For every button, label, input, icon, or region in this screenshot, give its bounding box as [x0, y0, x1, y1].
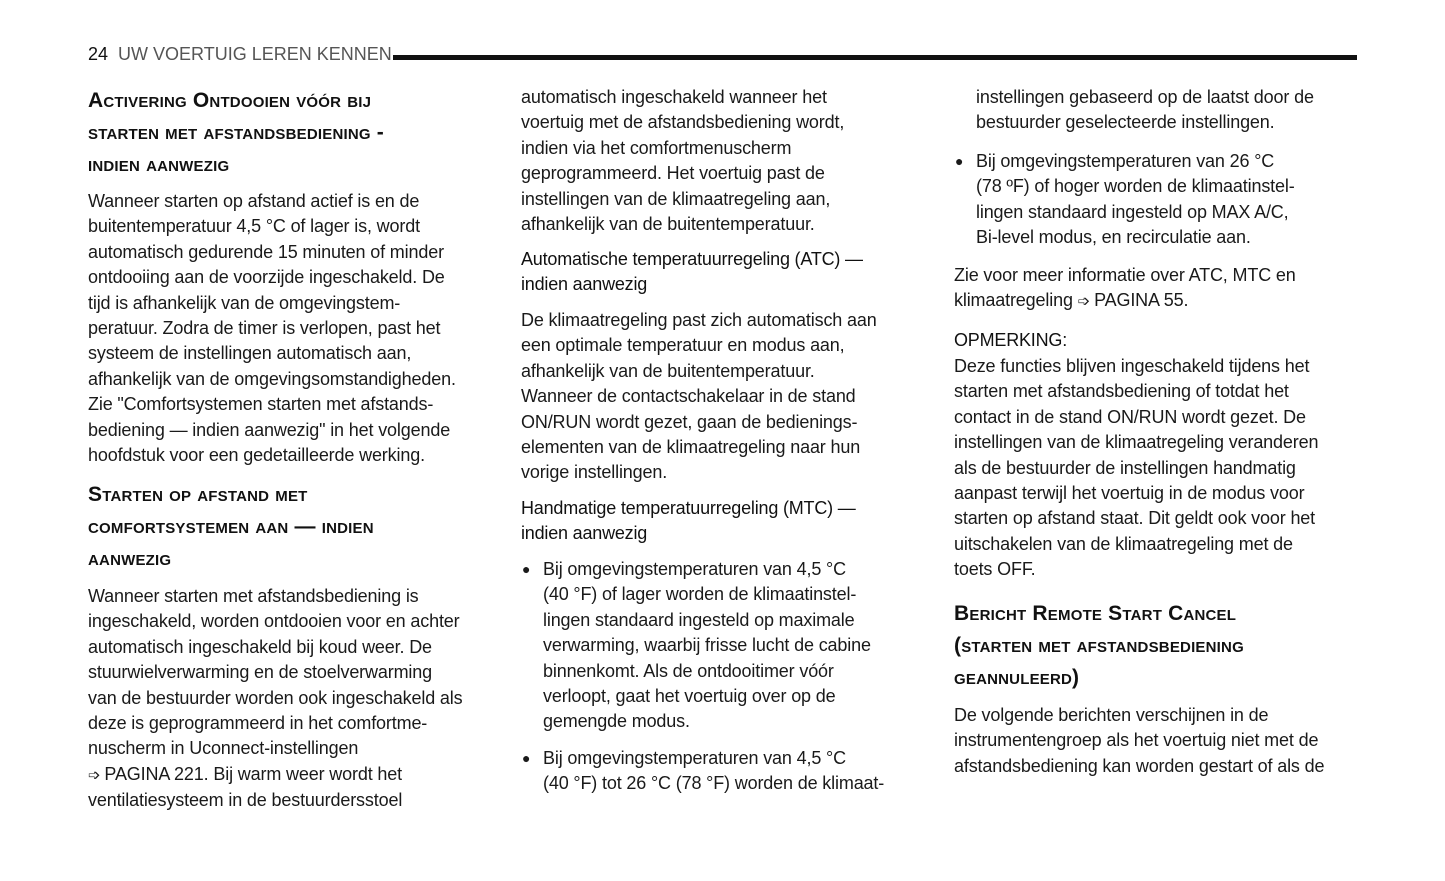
chapter-title: UW VOERTUIG LEREN KENNEN [118, 44, 392, 64]
paragraph-more-info [954, 263, 1296, 315]
running-header [88, 42, 392, 66]
paragraph-text: . Bij warm weer wordt het ventilatiesysteem in de bestuurdersstoel [88, 763, 403, 811]
paragraph-continued: automatisch ingeschakeld wanneer het voertuig met de afstandsbediening wordt, indien via het comfortmenuscherm geprogrammeerd. Het voertuig past de instellingen van de klimaatregeling aan, afhankelijk van de buitentemperatuur. [521, 87, 845, 235]
page-link-55[interactable]: PAGINA 55 [1094, 290, 1184, 311]
paragraph-text: Wanneer starten met afstandsbediening is ingeschakeld, worden ontdooien voor en achter automatisch ingeschakeld bij koud weer. De stuurwielverwarming en de stoelverwarming van de bestuurder worden ook ingeschakeld als deze is geprogrammeerd in het comfortme- nuscherm in Uconnect-instellingen [88, 586, 463, 759]
section-heading-defrost: Activering Ontdooien vóór bij starten met afstandsbediening - indien aanwezig [88, 89, 384, 176]
bullet-icon: ● [955, 153, 964, 169]
bullet-item-cold: Bij omgevingstemperaturen van 4,5 °C (40 °F) of lager worden de klimaatinstel- lingen standaard ingesteld op maximale verwarming, waarbij frisse lucht de cabine binnenkomt. Als de ontdooitimer vóór verloopt, gaat het voertuig over op de gemengde modus. [543, 559, 871, 732]
paragraph-text: . [1183, 290, 1189, 311]
bullet-item-hot: Bij omgevingstemperaturen van 26 °C (78 ºF) of hoger worden de klimaatinstel- lingen standaard ingesteld op MAX A/C, Bi-level modus, en recirculatie aan. [976, 151, 1295, 248]
note-label: OPMERKING: [954, 330, 1068, 350]
paragraph-text: Zie voor meer informatie over ATC, MTC en klimaatregeling [954, 265, 1296, 311]
page-ref-arrow-icon: ➩ [1077, 293, 1091, 311]
bullet-item-mild: Bij omgevingstemperaturen van 4,5 °C (40 °F) tot 26 °C (78 °F) worden de klimaat- [543, 748, 885, 794]
section-heading-cancel: Bericht Remote Start Cancel (starten met afstandsbediening geannuleerd) [954, 602, 1244, 689]
bullet-item-mild-continued: instellingen gebaseerd op de laatst door de bestuurder geselecteerde instellingen. [976, 87, 1314, 133]
note-text: Deze functies blijven ingeschakeld tijdens het starten met afstandsbediening of totdat het contact in de stand ON/RUN wordt gezet. De instellingen van de klimaatregeling veranderen als de bestuurder de instellingen handmatig aanpast terwijl het voertuig in de modus voor starten op afstand staat. Dit geldt ook voor het uitschakelen van de klimaatregeling met de toets OFF. [954, 356, 1319, 580]
page-ref-arrow-icon: ➩ [88, 766, 101, 784]
bullet-icon: ● [522, 561, 531, 577]
subheading-mtc: Handmatige temperatuurregeling (MTC) — indien aanwezig [521, 498, 856, 544]
paragraph-comfort [88, 584, 463, 814]
page-link-221[interactable]: PAGINA 221 [104, 763, 204, 784]
page-number: 24 [88, 44, 109, 64]
paragraph-cancel: De volgende berichten verschijnen in de instrumentengroep als het voertuig niet met de afstandsbediening kan worden gestart of als de [954, 705, 1325, 776]
section-heading-comfort: Starten op afstand met comfortsystemen aan — indien aanwezig [88, 483, 374, 570]
subheading-atc: Automatische temperatuurregeling (ATC) — indien aanwezig [521, 249, 863, 295]
bullet-icon: ● [522, 750, 531, 766]
header-rule [393, 55, 1357, 60]
paragraph-defrost: Wanneer starten op afstand actief is en de buitentemperatuur 4,5 °C of lager is, wordt automatisch gedurende 15 minuten of minder ontdooiing aan de voorzijde ingeschakeld. De tijd is afhankelijk van de omgevingstem- peratuur. Zodra de timer is verlopen, past het systeem de instellingen automatisch aan, afhankelijk van de omgevingsomstandigheden. Zie "Comfortsystemen starten met afstands- bediening — indien aanwezig" in het volgende hoofdstuk voor een gedetailleerde werking. [88, 191, 456, 466]
paragraph-atc: De klimaatregeling past zich automatisch aan een optimale temperatuur en modus aan, afhankelijk van de buitentemperatuur. Wanneer de contactschakelaar in de stand ON/RUN wordt gezet, gaan de bedienings- elementen van de klimaatregeling naar hun vorige instellingen. [521, 310, 877, 483]
